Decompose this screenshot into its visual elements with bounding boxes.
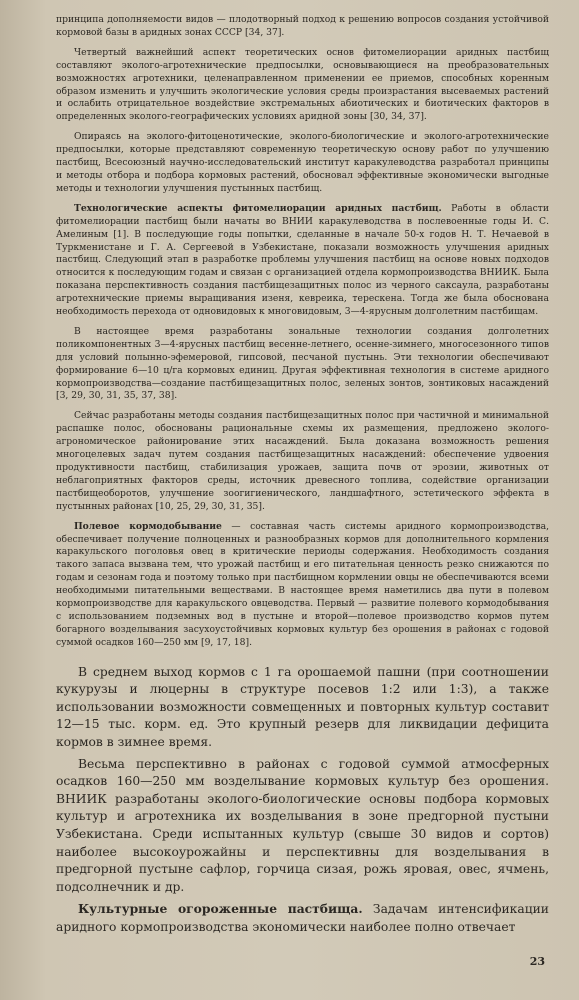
large-print-section (56, 664, 549, 937)
paragraph-field-forage-text: — составная часть системы аридного кормопроизводства, обеспечивает получение полноценных и разнообразных кормов для дополнительного кормления каракульского поголовья овец в критические периоды содержания. Необходимость создания такого запаса вызвана тем, что урожай пастбищ и его питательная ценность резко снижаются по годам и сезонам года и поэтому только при пастбищном кормлении овцы не обеспечиваются всеми необходимыми питательными веществами. В настоящее время наметились два пути в полевом кормопроизводстве для каракульского овцеводства. Первый — развитие полевого кормодобывания с использованием подземных вод в пустыне и второй—полевое производство кормов путем богарного возделывания засухоустойчивых кормовых культур без орошения в районах с годовой суммой осадков 160—250 мм [9, 17, 18]. (56, 520, 550, 648)
small-print-section (56, 14, 549, 650)
page-number: 23 (529, 955, 545, 968)
paragraph-rainfed-crops: Весьма перспективно в районах с годовой суммой атмосферных осадков 160—250 мм возделывание кормовых культур без орошения. ВНИИК разработаны эколого-биологические основы подбора кормовых культур и агротехника их возделывания в зоне предгорной пустыни Узбекистана. Среди испытанных культур (свыше 30 видов и сортов) наиболее высокоурожайны и перспективны для возделывания в предгорной пустыне сафлор, горчица сизая, рожь яровая, овес, ячмень, подсолнечник и др. (56, 756, 549, 894)
section-heading-fenced-pastures: Культурные огороженные пастбища. (78, 901, 363, 917)
paragraph-technological-aspects (56, 203, 549, 319)
paragraph-field-forage (56, 521, 549, 650)
paragraph-protective-belts: Сейчас разработаны методы создания пастбищезащитных полос при частичной и минимальной распашке полос, обоснованы рациональные схемы их размещения, предложено эколого-агрономическое районирование этих насаждений. Была доказана возможность решения многоцелевых задач путем создания пастбищезащитных насаждений: обеспечение удвоения продуктивности пастбищ, стабилизация урожаев, защита почв от эрозии, животных от неблагоприятных факторов среды, источник древесного топлива, содействие организации пастбищеоборотов, улучшение зоогигиенического, ландшафтного, эстетического эффекта в пустынных районах [10, 25, 29, 30, 31, 35]. (56, 410, 549, 512)
paragraph-ecological-agrotechnical: Четвертый важнейший аспект теоретических основ фитомелиорации аридных пастбищ составляют эколого-агротехнические предпосылки, основывающиеся на преобразовательных возможностях агротехники, целенаправленном применении ее приемов, способных коренным образом изменить и улучшить экологические условия среды произрастания высеваемых растений и ослабить отрицательное воздействие экстремальных абиотических и биотических факторов в определенных эколого-географических условиях аридной зоны [30, 34, 37]. (56, 46, 549, 123)
paragraph-fenced-pastures-text: Задачам интенсификации аридного кормопроизводства экономически наиболее полно отвечает (56, 902, 549, 934)
section-heading-field-forage: Полевое кормодобывание (74, 520, 222, 532)
paragraph-fenced-pastures (56, 900, 549, 936)
paragraph-irrigated-yield: В среднем выход кормов с 1 га орошаемой пашни (при соотношении кукурузы и люцерны в структуре посевов 1:2 или 1:3), а также использовании возможности совмещенных и повторных культур составит 12—15 тыс. корм. ед. Это крупный резерв для ликвидации дефицита кормов в зимнее время. (56, 664, 549, 750)
paragraph-zonal-technologies: В настоящее время разработаны зональные технологии создания долголетних поликомпонентных 3—4-ярусных пастбищ весенне-летнего, осенне-зимнего, многосезонного типов для условий полынно-эфемеровой, гипсовой, песчаной пустынь. Эти технологии обеспечивают формирование 6—10 ц/га кормовых единиц. Другая эффективная технология в системе аридного кормопроизводства—создание пастбищезащитных полос, зеленых зонтов, зонтиковых насаждений [3, 29, 30, 31, 35, 37, 38]. (56, 325, 549, 402)
paragraph-continuation: принципа дополняемости видов — плодотворный подход к решению вопросов создания устойчивой кормовой базы в аридных зонах СССР [34, 37]. (56, 14, 549, 38)
paragraph-technological-aspects-text: Работы в области фитомелиорации пастбищ были начаты во ВНИИ каракулеводства в послевоенные годы И. С. Амелиным [1]. В последующие годы попытки, сделанные в начале 50-х годов Н. Т. Нечаевой в Туркменистане и Г. А. Сергеевой в Узбекистане, показали возможность улучшения аридных пастбищ. Следующий этап в разработке проблемы улучшения пастбищ на основе новых подходов относится к последующим годам и связан с организацией отдела кормопроизводства ВНИИК. Была показана перспективность создания пастбищезащитных полос из черного саксаула, разработаны агротехнические приемы выращивания изеня, кевреика, терескена. Тогда же была обоснована необходимость перехода от одновидовых к многовидовым, 3—4-ярусным долголетним пастбищам. (56, 202, 549, 318)
paragraph-institute-methods: Опираясь на эколого-фитоценотические, эколого-биологические и эколого-агротехнические предпосылки, которые представляют современную теоретическую основу работ по улучшению пастбищ, Всесоюзный научно-исследовательский институт каракулеводства разработал принципы и методы отбора и подбора кормовых растений, обосновал эффективные экономически выгодные методы и технологии улучшения пустынных пастбищ. (56, 131, 549, 194)
section-heading-technological-aspects: Технологические аспекты фитомелиорации аридных пастбищ. (74, 202, 442, 214)
